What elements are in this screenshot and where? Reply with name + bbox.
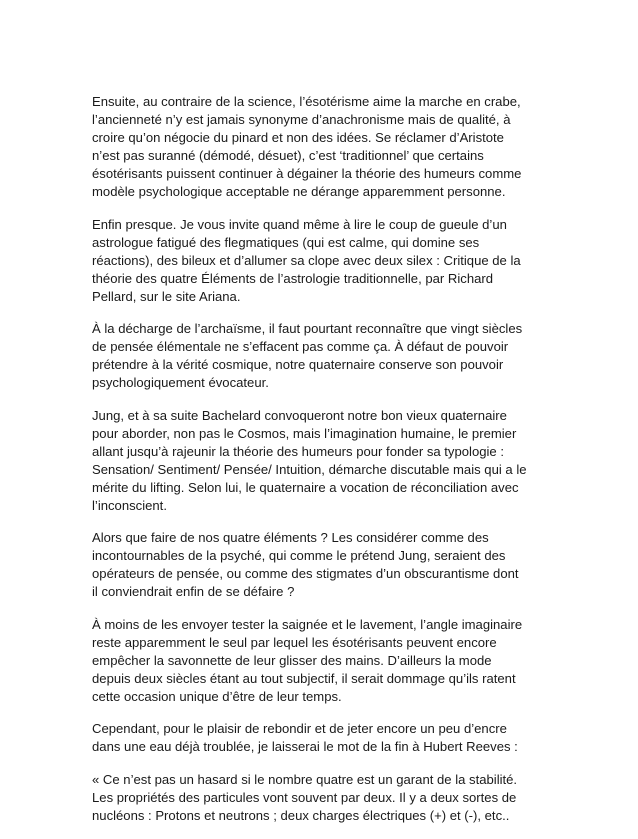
paragraph-6: À moins de les envoyer tester la saignée et le lavement, l’angle imaginaire reste apparemment le seul par lequel les ésotérisants peuvent encore empêcher la savonnette de leur glisser des mains. D’ailleurs la mode depuis deux siècles étant au tout subjectif, il serait dommage qu’ils ratent cette occasion unique d’être de leur temps. (92, 616, 523, 704)
paragraph-1: Ensuite, au contraire de la science, l’ésotérisme aime la marche en crabe, l’ancienneté n’y est jamais synonyme d’anachronisme mais de qualité, à croire qu’on négocie du pinard et non des idées. Se réclamer d’Aristote n’est pas suranné (démodé, désuet), c’est ‘traditionnel’ que certains ésotérisants puissent continuer à dégainer la théorie des humeurs comme modèle psychologique acceptable ne dérange apparemment personne. (92, 94, 522, 199)
paragraph-5: Alors que faire de nos quatre éléments ? Les considérer comme des incontournables de la psyché, qui comme le prétend Jung, seraient des opérateurs de pensée, ou comme des stigmates d’un obscurantisme dont il conviendrait enfin de se défaire ? (92, 530, 519, 599)
paragraph-4: Jung, et à sa suite Bachelard convoqueront notre bon vieux quaternaire pour aborder, non pas le Cosmos, mais l’imagination humaine, le premier allant jusqu’à rajeunir la théorie des humeurs pour fonder sa typologie : Sensation/ Sentiment/ Pensée/ Intuition, démarche discutable mais qui a le mérite du lifting. Selon lui, le quaternaire a vocation de réconciliation avec l’inconscient. (92, 407, 527, 513)
paragraph-2: Enfin presque. Je vous invite quand même à lire le coup de gueule d’un astrologue fatigué des flegmatiques (qui est calme, qui domine ses réactions), des bileux et d’allumer sa clope avec deux silex : Critique de la théorie des quatre Éléments de l’astrologie traditionnelle, par Richard Pellard, sur le site Ariana. (92, 216, 521, 304)
paragraph-8-quote: « Ce n’est pas un hasard si le nombre quatre est un garant de la stabilité. Les propriétés des particules vont souvent par deux. Il y a deux sortes de nucléons : Protons et neutrons ; deux charges électriques (+) et (-), etc.. (92, 771, 518, 823)
paragraph-7: Cependant, pour le plaisir de rebondir et de jeter encore un peu d’encre dans une eau déjà troublée, je laisserai le mot de la fin à Hubert Reeves : (92, 721, 518, 754)
paragraph-3: À la décharge de l’archaïsme, il faut pourtant reconnaître que vingt siècles de pensée élémentale ne s’effacent pas comme ça. À défaut de pouvoir prétendre à la vérité cosmique, notre quaternaire conserve son pouvoir psychologiquement évocateur. (92, 321, 523, 390)
document-body (92, 93, 544, 839)
